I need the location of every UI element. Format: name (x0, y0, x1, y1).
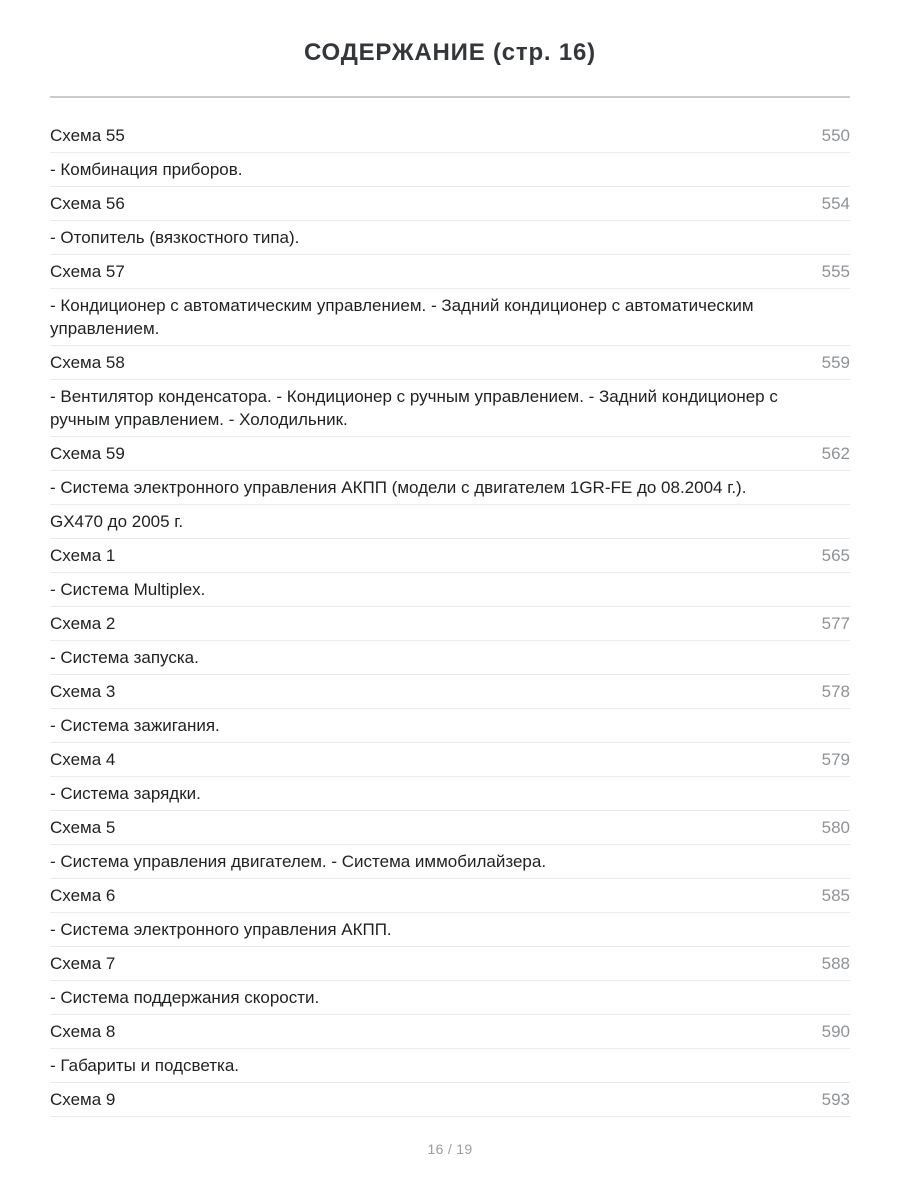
toc-entry-label: Схема 4 (50, 750, 116, 769)
toc-entry-label: Схема 8 (50, 1022, 116, 1041)
page-indicator: 16 / 19 (427, 1141, 473, 1157)
toc-entry-label: Схема 5 (50, 818, 116, 837)
toc-entry-page: 578 (821, 682, 850, 701)
toc-row[interactable] (50, 879, 850, 913)
toc-row[interactable] (50, 1083, 850, 1117)
toc-row[interactable] (50, 437, 850, 471)
toc-row[interactable] (50, 675, 850, 709)
toc-entry-label: - Система электронного управления АКПП. (50, 920, 392, 939)
toc-entry-page: 590 (821, 1022, 850, 1041)
toc-entry-label: - Габариты и подсветка. (50, 1056, 240, 1075)
toc-desc-row (50, 380, 850, 437)
toc-entry-label: Схема 55 (50, 126, 125, 145)
toc-row[interactable] (50, 119, 850, 153)
toc-entry-label: Схема 1 (50, 546, 116, 565)
toc-entry-label: - Кондиционер с автоматическим управлением. - Задний кондиционер с автоматическим управлением. (50, 296, 754, 338)
toc-row[interactable] (50, 811, 850, 845)
toc-entry-page: 559 (821, 353, 850, 372)
toc-row[interactable] (50, 255, 850, 289)
toc-entry-label: - Система электронного управления АКПП (модели с двигателем 1GR-FE до 08.2004 г.). (50, 478, 747, 497)
toc-entry-label: - Система управления двигателем. - Система иммобилайзера. (50, 852, 547, 871)
toc-desc-row (50, 777, 850, 811)
toc-entry-page: 554 (821, 194, 850, 213)
toc-desc-row (50, 845, 850, 879)
toc-entry-page: 562 (821, 444, 850, 463)
toc-entry-label: Схема 58 (50, 353, 125, 372)
header-divider (50, 96, 850, 98)
toc-desc-row (50, 153, 850, 187)
toc-row[interactable] (50, 743, 850, 777)
toc-entry-label: - Система Multiplex. (50, 580, 206, 599)
toc-entry-page: 555 (821, 262, 850, 281)
toc-desc-row (50, 709, 850, 743)
toc-section-row (50, 505, 850, 539)
toc-entry-label: Схема 3 (50, 682, 116, 701)
toc-entry-label: - Система поддержания скорости. (50, 988, 320, 1007)
toc-row[interactable] (50, 607, 850, 641)
toc-row[interactable] (50, 346, 850, 380)
toc-entry-page: 585 (821, 886, 850, 905)
toc-entry-page: 579 (821, 750, 850, 769)
toc-entry-label: Схема 9 (50, 1090, 116, 1109)
toc-entry-label: Схема 2 (50, 614, 116, 633)
toc-desc-row (50, 1049, 850, 1083)
toc-entry-page: 588 (821, 954, 850, 973)
page-header (50, 38, 850, 68)
toc-entry-label: - Комбинация приборов. (50, 160, 243, 179)
toc-desc-row (50, 913, 850, 947)
toc-entry-label: - Вентилятор конденсатора. - Кондиционер с ручным управлением. - Задний кондиционер с ручным управлением. - Холодильник. (50, 387, 778, 429)
toc-desc-row (50, 221, 850, 255)
toc-entry-label: - Система запуска. (50, 648, 199, 667)
toc-row[interactable] (50, 187, 850, 221)
toc-entry-label: - Отопитель (вязкостного типа). (50, 228, 300, 247)
toc-row[interactable] (50, 539, 850, 573)
toc-desc-row (50, 641, 850, 675)
toc-entry-page: 550 (821, 126, 850, 145)
page-title: СОДЕРЖАНИЕ (стр. 16) (304, 39, 596, 66)
toc-entry-page: 593 (821, 1090, 850, 1109)
toc-row[interactable] (50, 947, 850, 981)
toc-desc-row (50, 471, 850, 505)
toc-entry-label: Схема 6 (50, 886, 116, 905)
toc-entry-label: Схема 59 (50, 444, 125, 463)
toc-entry-label: Схема 56 (50, 194, 125, 213)
toc-desc-row (50, 981, 850, 1015)
toc-entry-label: Схема 7 (50, 954, 116, 973)
toc-entry-page: 580 (821, 818, 850, 837)
toc-entry-label: Схема 57 (50, 262, 125, 281)
toc-desc-row (50, 573, 850, 607)
toc-entry-page: 577 (821, 614, 850, 633)
toc-row[interactable] (50, 1015, 850, 1049)
toc-entry-page: 565 (821, 546, 850, 565)
toc-entry-label: - Система зарядки. (50, 784, 201, 803)
toc-entry-label: GX470 до 2005 г. (50, 512, 184, 531)
toc-entry-label: - Система зажигания. (50, 716, 220, 735)
toc-desc-row (50, 289, 850, 346)
toc-list (50, 119, 850, 1117)
page-footer (50, 1141, 850, 1187)
